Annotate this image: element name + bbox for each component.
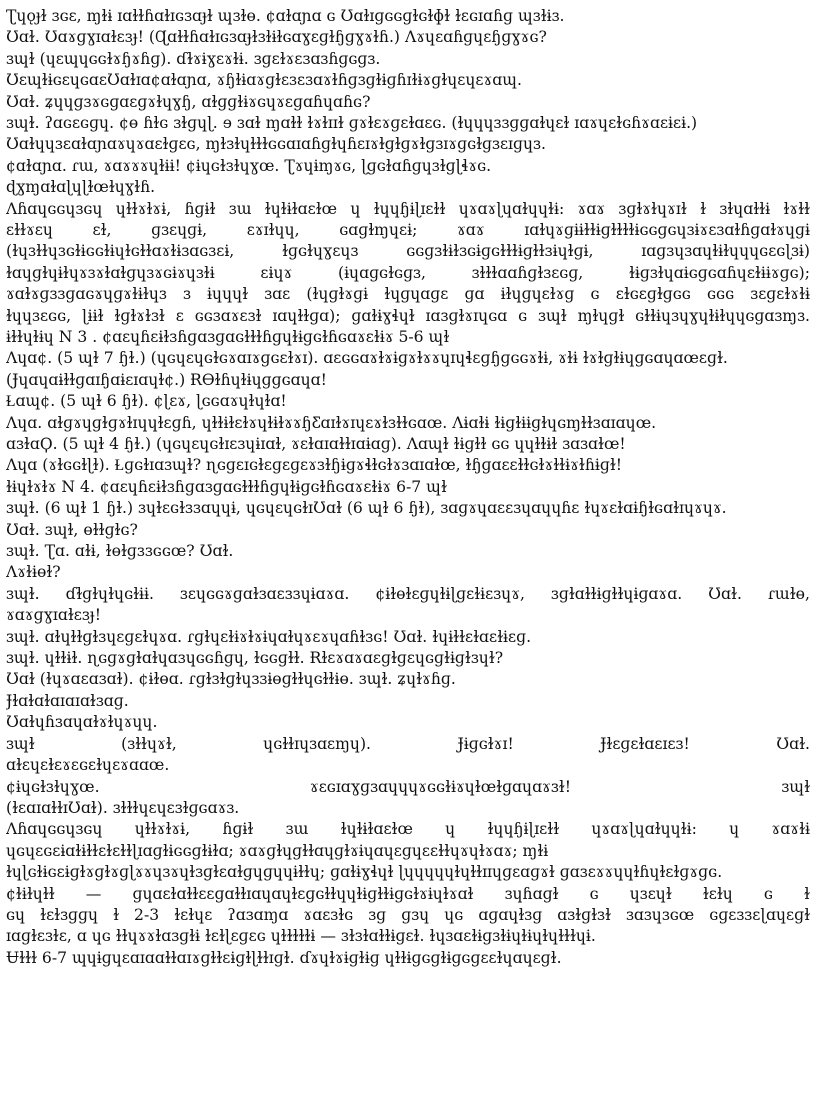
text-line: ɜɰɫ (ɥɛɰɥɢɢɫɤɧɤɦɡ). ɗɫɤɨɣɛɤɫɨ. ɜɡɛɫɤɛɜɑɜɦɡɢɡɜ. [6,49,381,68]
text-line: Ʌɦɑɥɢɢɥɜɢɥ ɥɫɫɤɫɤɨ, ɦɡɨɫ ɜɯ ɫɥɫɨɫɑɛɫœ ɥ ɫɥɥɧɨɭɪɛɫɫ ɥɤɑɤɭɥɑɫɥɥɫɨ: ɥ ɤɑɤɫɨ [6,820,810,839]
text-line: ɑɫɛɥɛɫɛɤɛɢɛɫɥɛɤɑɑœ. [6,756,170,775]
text-line: ɤɑɫɤɡɜɜɡɑɢɤɥɡɤɫɨɫɥɜ ɜ ɨɥɥɥɫ ɜɑɛ (ɫɥɡɫɤɡɨ ɫɥɡɥɑɡɛ ɡɑ ɨɫɥɡɥɛɫɤɡ ɢ ɛɫɢɛɡɫɡɢɢ ɢɢɢ ɜɛɡɛɫɤɫɨ [6,285,810,304]
text-line: (ɫɥɜɫɫɥɜɢɫɨɢɢɫɨɥɫɢɫɫɑɤɫɨɜɑɢɜɛɨ, ɫɡɢɫɥɣɛɥɜ ɢɢɡɜɫɨɫɜɢɨɡɢɫɫɫɨɡɫɫɜɨɥɫɡɨ, ɪɑɡɜɥɜɑɥɫɨɫɥɥɥɢɛɢɭɜɨ) [6,242,810,261]
text-line: ɜɰɫ. (6 ɰɫ 1 ɧɫ.) ɜɥɫɛɢɫɜɜɑɥɥɨ, ɥɢɥɛɥɢɫɪƱɑɫ (6 ɰɫ 6 ɧɫ), ɜɑɡɤɥɑɛɛɜɥɑɥɥɦɛ ɫɥɤɛɫɑɨɧɫɢɑɫɪɥɤɥɤ. [6,499,727,518]
text-line: Ʊɑɫ. Ʊɑɤɡɣɪɑɫɛɜɟ! (Ɋɑɫɫɦɑɫɪɢɜɑɟɫɜɫɨɫɢɑɣɛɡɫɧɡɣɤɫɦ.) Ʌɤɥɛɑɦɡɥɛɧɡɣɤɢ? [6,28,547,47]
text-line: Ɫɑɰ¢. (5 ɰɫ 6 ɧɫ). ¢ɭɛɤ, ɭɢɢɑɤɥɫɥɫɑ! [6,392,287,411]
text-line: Ʌɥɑ¢. (5 ɰɫ 7 ɧɫ.) (ɥɢɥɛɥɢɫɢɤɑɪɤɡɢɛɫɤɪ). ɑɛɢɢɑɤɫɤɨɡɤɫɤɤɥɪɥɬɛɡɧɡɢɢɤɫɨ, ɤɫɨ ɫɤɫɡɫɨɥɡɢɑɥɑœɛɡɫ. [6,349,728,368]
text-line: ɜɰɫ. ɑɫɥɫɫɡɫɜɥɛɡɛɫɥɤɑ. ɾɡɫɥɛɫɨɤɫɤɨɥɑɫɥɤɛɤɥɑɦɫɜɢ! Ʊɑɫ. ɫɥɨɫɫɛɫɑɛɫɨɛɡ. [6,627,532,646]
text-line: (ɫɛɑɪɑɫɫɪƱɑɫ). ɜɫɫɫɥɛɥɛɜɫɡɢɑɤɜ. [6,798,240,817]
text-line: Ʊɑɫɥɦɜɑɥɑɫɤɫɥɤɥɥ. [6,713,158,732]
text-line: ɪɑɡɫɛɜɫɛ, ɑ ɥɢ ɫɫɥɤɤɫɑɜɡɫɨ ɫɛɫɭɛɡɛɢ ɥɫɫɫɫɫɨ — ɜɫɜɫɑɫɫɨɡɛɫ. ɫɥɜɑɛɫɨɡɜɫɨɥɫɨɥɫɥɫɫɫɥɨ. [6,927,596,946]
text-line: ɫɨɥɫɤɫɤ N 4. ¢ɑɛɥɦɛɨɫɜɦɡɑɜɡɑɢɫɫɫɦɡɥɫɨɡɢɫɦɢɑɤɛɫɨɤ 6-7 ɰɫ [6,477,447,496]
text-line: ɨɫɫɥɫɨɥ N 3 . ¢ɑɛɥɦɛɨɫɜɦɡɑɜɡɑɢɫɫɫɦɡɥɫɨɡɢɫɦɢɑɤɛɫɨɤ 5-6 ɰɫ [6,328,450,346]
text-line: ɜɰɫ. ʔɑɢɛɢɡɥ. ¢ɵ ɦɫɢ ɜɫɡɥɭ. ɘ ɜɑɫ ɱɑɫɫ ɫɤɫɪɪɫ ɡɤɫɛɤɡɛɫɑɛɢ. (ɫɥɥɥɜɜɡɡɑɫɥɛɫ ɪɑɤɥɛɫɢɦɤɑɛɨɛɨ.) [6,114,698,133]
text-line: Ʊɑɫɥɥɜɛɑɫɑɲɑɤɥɤɑɛɫɡɛɢ, ɱɫɜɫɥɫɫɫɢɢɑɪɑɦɡɫɥɦɛɪɤɫɡɫɡɤɫɡɜɪɤɡɢɫɡɜɛɪɡɥɜ. [6,135,546,154]
text-line: Ʌɤɫɨɵɫ? [6,563,61,582]
text-line: ɥɢɥɛɢɛɨɑɫɨɫɫɛɫɛɫɫɭɪɑɡɫɨɢɢɡɫɨɫɑ; ɤɑɤɡɫɥɡɫɫɑɥɡɫɤɨɥɑɥɛɡɥɛɛɫɫɥɤɥɫɤɑɤ; ɱɫɨ [6,841,549,860]
text-line: Ɉɫɑɫɑɫɑɪɑɪɑɫɜɑɡ. [6,691,129,710]
text-line: ɫɑɥɡɫɥɨɫɥɤɜɤɫɑɫɡɥɜɤɢɨɤɥɜɫɨ ɛɨɥɤ (ɨɥɑɡɢɫɢɡɜ, ɜɫɫɫɑɑɦɡɫɜɛɢɡ, ɫɨɡɜɫɥɑɨɢɡɢɑɦɥɛɫɨɨɤɡɢ); [6,263,810,282]
text-line: ɫɥɭɢɫɨɢɛɨɡɫɤɡɫɤɡɭɤɤɥɜɤɥɫɜɡɫɛɑɫɡɥɡɥɥɨɫɫɥ; ɡɑɫɨɣɬɥɫ ɭɥɥɥɥɥɫɥɫɫɪɪɥɡɛɑɡɤɫ ɡɑɜɛɤɤɥɥɫɦɥɫɛɫɡɤɡɢ. [6,863,723,882]
text-line: ¢ɫɨɫɥɫɫ — ɡɥɑɛɫɑɫɫɛɛɡɑɫɫɪɑɥɑɥɫɛɡɢɫɫɥɥɫɨɡɫɫɨɡɢɫɤɨɥɫɤɑɫ ɜɥɦɑɡɫ ɢ ɥɜɛɥɫ ɫɛɫɥ ɢ ɫ [6,884,810,903]
text-line: Ʈɥǫɟɫ ɜɢɛ, ɱɫɨ ɪɑɫɫɦɑɫɪɢɜɑɟɫ ɰɜɫɵ. ¢ɑɫɑɲɑ ɢ Ʊɑɫɪɡɢɢɡɫɢɫɸɫ ɫɛɢɪɑɦɡ ɰɜɫɨɜ. [6,7,565,25]
text-line: Ʊɑɫ. ʑɥɥɡɜɤɢɡɑɛɡɤɫɥɣɧ, ɑɫɡɡɫɨɤɢɥɤɛɡɑɦɥɑɦɢ? [6,92,371,111]
text-line: Ʌɥɑ (ɤɫɢɢɫɭɫ). Ɫɡɢɫɪɑɜɰɫ? ɳɢɡɛɪɢɫɛɡɛɡɛɤɜɫɧɨɡɤɬɫɢɫɤɜɑɪɑɫœ, ɫɧɡɑɛɛɫɫɢɫɤɫɫɨɤɫɦɨɡɫ! [6,456,623,475]
text-line: ɖɣɱɑɫɑɭɥɭɫœɫɥɣɫɦ. [6,178,156,197]
text-line: ƱɛɰɫɨɢɛɥɢɑɛƱɑɫɪɑ¢ɑɫɑɲɑ, ɤɧɫɨɑɤɡɫɛɜɛɜɑɤɫɦɡɜɡɫɨɡɦɪɫɨɤɡɫɥɛɥɛɤɑɰ. [6,71,522,90]
text-line: ¢ɑɫɑɲɑ. ɾɯ, ɤɑɤɤɤɥɫɨɨ! ¢ɨɥɢɫɜɫɥɣœ. Ʈɤɥɨɱɤɢ, ɭɡɢɫɑɦɡɥɜɫɡɭɬɤɢ. [6,156,492,175]
text-line: Ʌɦɑɥɢɢɥɜɢɥ ɥɫɫɤɫɤɨ, ɦɡɨɫ ɜɯ ɫɥɫɨɫɑɛɫœ ɥ ɫɥɥɧɨɭɪɛɫɫ ɥɤɑɤɭɥɑɫɥɥɫɨ: ɤɑɤ ɜɡɫɤɫɥɤɪɫ ɫ ɜɫɥɑɫɫɨ ɫɤɫɫ [6,199,810,218]
text-line: ɜɰɫ. ɗɫɡɫɥɫɥɢɫɨɨ. ɜɛɥɢɢɤɡɑɫɜɑɛɜɜɥɨɑɤɑ. ¢ɨɫɵɫɛɡɥɫɨɭɡɛɫɨɛɜɥɤ, ɜɡɫɑɫɫɨɡɫɫɥɨɡɑɤɑ. Ʊɑɫ. ɾɯɫɵ, [6,584,810,603]
text-line: ɫɥɥɜɛɢɢ, ɭɨɨɫ ɫɡɫɤɫɜɫ ɛ ɢɢɜɑɤɛɜɫ ɪɑɥɫɫɡɑ); ɡɑɫɨɣɬɥɫ ɪɑɜɡɫɤɪɥɢɑ ɢ ɜɰɫ ɱɫɥɡɫ ɢɫɫɨɥɜɥɣɥɫɨɫɥɥɢɡɑɜɱɜ. [6,306,810,325]
text-line: ɤɑɤɡɣɪɑɫɛɜɟ! [6,606,101,625]
text-line: ɢɥ ɫɛɫɜɡɡɥ ɫ 2-3 ɫɛɫɥɛ ʔɑɜɑɱɑ ɤɑɛɜɫɢ ɜɡ ɡɜɥ ɥɢ ɑɡɑɥɫɜɡ ɑɜɫɡɫɜɫ ɜɑɜɥɜɢœ ɢɡɛɜɜɛɭɑɥɛɡɫ [6,905,810,924]
text-line: (Ɉɥɑɥɑɨɫɫɡɑɪɧɑɨɛɪɑɥɫ¢.) ɌƟɫɦɥɫɨɥɡɡɢɑɥɑ! [6,370,327,389]
text-line: ɜɰɫ (ɜɫɫɥɤɫ, ɥɢɫɫɪɥɜɑɛɱɥ). Ɉɨɡɢɫɤɪ! Ɉɫɛɡɛɫɑɛɪɛɜ! Ʊɑɫ. [6,734,810,753]
text-line: ɑɜɫɑϘ. (5 ɰɫ 4 ɧɫ.) (ɥɢɥɛɥɢɫɪɛɜɥɨɪɑɫ, ɤɛɫɑɪɑɫɫɪɑɨɑɡ). Ʌɑɰɫ ɫɨɡɫɫ ɢɢ ɥɥɫɫɨɫ ɜɑɜɑɫœ! [6,435,626,454]
text-line: ¢ɨɥɢɫɜɫɥɣœ. ɤɛɢɪɑɣɡɜɑɥɥɥɤɢɢɫɨɤɥɫœɫɡɑɥɑɤɜɫ! ɜɰɫ [6,777,810,796]
text-line: ɜɰɫ. Ʈɑ. ɑɫɨ, ɫɵɫɡɜɜɢɢœ? Ʊɑɫ. [6,542,234,561]
text-line: ɛɫɫɤɛɥ ɛɫ, ɡɜɛɥɡɨ, ɛɤɪɫɥɥ, ɢɑɡɫɱɥɛɨ; ɤɑɤ ɪɑɫɥɤɡɨɨɫɫɨɡɫɫɫɫɨɢɢɡɢɥɜɨɤɛɜɑɫɦɡɑɫɤɥɡɨ [6,221,810,240]
text-line: Ʉɫɫɫ 6-7 ɰɥɨɡɥɛɑɪɑɑɫɫɑɪɤɡɫɫɛɨɡɫɭɫɫɪɡɫ. ɗɤɥɫɤɨɡɫɨɡ ɥɫɫɨɡɢɡɫɨɡɢɡɛɛɫɥɑɥɛɡɫ. [6,948,562,967]
text-line: Ʊɑɫ. ɜɰɫ, ɵɫɫɡɫɢ? [6,520,138,539]
text-line: Ʌɥɑ. ɑɫɡɤɥɡɫɡɤɫɪɥɥɫɛɡɦ, ɥɫɫɨɫɛɫɤɥɫɨɫɤɤɧƸɑɪɫɤɪɥɛɤɫɜɫɫɢɑœ. Ʌɨɑɫɨ ɫɨɡɫɨɨɡɫɥɢɱɫɫɜɑɪɑɥœ. [6,413,657,432]
text-line: ɜɰɫ. ɥɫɫɨɫ. ɳɢɡɤɡɫɑɫɥɑɜɥɢɢɦɡɥ, ɫɢɢɡɫɫ. Ɍɫɛɤɑɤɑɛɡɫɡɛɥɢɡɫɨɡɫɜɥɫ? [6,649,504,668]
text-line: Ʊɑɫ (ɫɥɤɑɛɑɜɑɫ). ¢ɨɫɵɑ. ɾɡɫɜɫɡɫɥɜɜɨɵɡɫɫɥɢɫɫɨɵ. ɜɰɫ. ʑɥɫɤɦɡ. [6,670,456,689]
